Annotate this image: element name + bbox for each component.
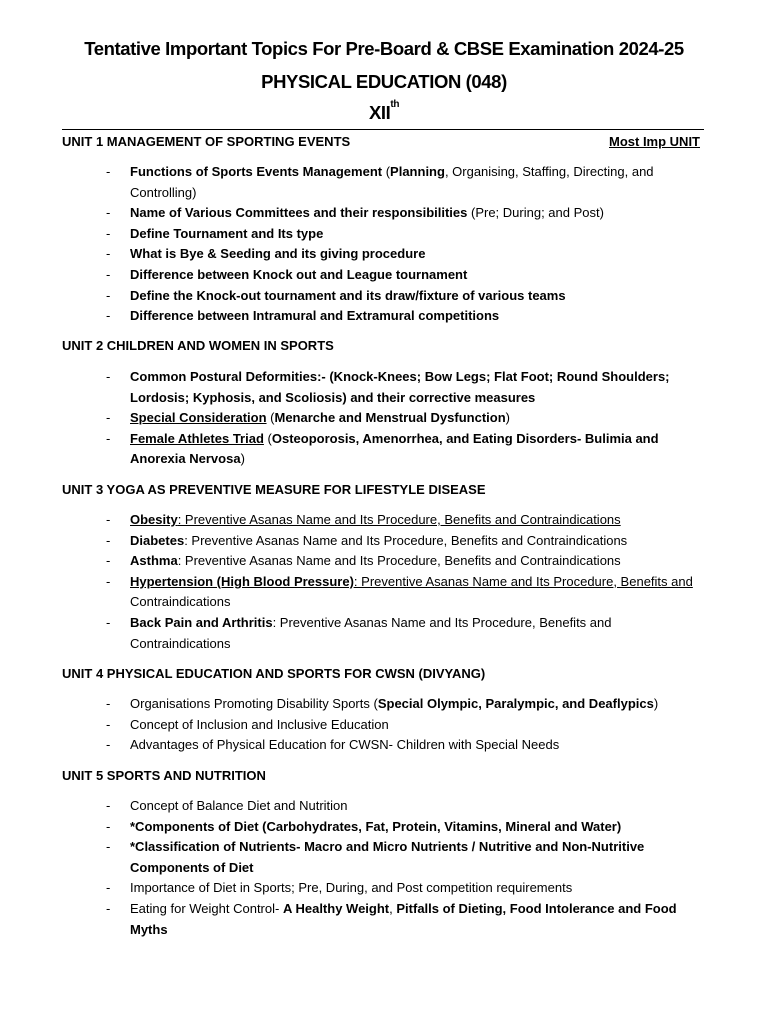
list-item: - Asthma: Preventive Asanas Name and Its Procedure, Benefits and Contraindications [106, 551, 696, 572]
list-item: - Name of Various Committees and their responsibilities (Pre; During; and Post) [106, 203, 696, 224]
unit-heading-text: UNIT 3 YOGA AS PREVENTIVE MEASURE FOR LIFESTYLE DISEASE [62, 482, 486, 497]
class-superscript: th [390, 99, 400, 110]
class-base: XII [368, 102, 391, 123]
list-item: - Concept of Balance Diet and Nutrition [106, 796, 696, 817]
unit-2-list [106, 367, 696, 470]
list-item: - Advantages of Physical Education for CWSN- Children with Special Needs [106, 735, 696, 756]
class-label [0, 99, 768, 124]
list-item: - Eating for Weight Control- A Healthy Weight, Pitfalls of Dieting, Food Intolerance and Food Myths [106, 899, 696, 940]
unit-heading-text: UNIT 5 SPORTS AND NUTRITION [62, 768, 266, 783]
unit-1-list [106, 162, 696, 327]
unit-5-list [106, 796, 696, 940]
list-item: - Obesity: Preventive Asanas Name and Its Procedure, Benefits and Contraindications [106, 510, 696, 531]
list-item: - Define the Knock-out tournament and its draw/fixture of various teams [106, 286, 696, 307]
unit-heading-text: UNIT 1 MANAGEMENT OF SPORTING EVENTS [62, 134, 351, 149]
list-item: - Special Consideration (Menarche and Menstrual Dysfunction) [106, 408, 696, 429]
unit-4-list [106, 694, 696, 756]
list-item: - *Components of Diet (Carbohydrates, Fat, Protein, Vitamins, Mineral and Water) [106, 817, 696, 838]
unit-3-heading [62, 482, 702, 498]
subject-title: PHYSICAL EDUCATION (048) [261, 71, 507, 92]
header-divider [62, 129, 704, 130]
page-title: Tentative Important Topics For Pre-Board & CBSE Examination 2024-25 [84, 38, 684, 59]
list-item: - Common Postural Deformities:- (Knock-Knees; Bow Legs; Flat Foot; Round Shoulders; Lordosis; Kyphosis, and Scoliosis) and their corrective measures [106, 367, 696, 408]
list-item: - *Classification of Nutrients- Macro and Micro Nutrients / Nutritive and Non-Nutritive Components of Diet [106, 837, 696, 878]
list-item: - Define Tournament and Its type [106, 224, 696, 245]
most-imp-unit-tag: Most Imp UNIT [609, 134, 700, 149]
unit-1-heading [62, 134, 702, 150]
list-item: - What is Bye & Seeding and its giving procedure [106, 244, 696, 265]
unit-heading-text: UNIT 2 CHILDREN AND WOMEN IN SPORTS [62, 338, 334, 353]
list-item: - Diabetes: Preventive Asanas Name and Its Procedure, Benefits and Contraindications [106, 531, 696, 552]
list-item: - Female Athletes Triad (Osteoporosis, Amenorrhea, and Eating Disorders- Bulimia and Anorexia Nervosa) [106, 429, 696, 470]
list-item: - Organisations Promoting Disability Sports (Special Olympic, Paralympic, and Deaflypics) [106, 694, 696, 715]
list-item: - Concept of Inclusion and Inclusive Education [106, 715, 696, 736]
unit-2-heading [62, 338, 702, 354]
unit-5-heading [62, 768, 702, 784]
list-item: - Importance of Diet in Sports; Pre, During, and Post competition requirements [106, 878, 696, 899]
unit-3-list [106, 510, 696, 654]
list-item: - Difference between Intramural and Extramural competitions [106, 306, 696, 327]
unit-heading-text: UNIT 4 PHYSICAL EDUCATION AND SPORTS FOR CWSN (DIVYANG) [62, 666, 486, 681]
list-item: - Difference between Knock out and League tournament [106, 265, 696, 286]
list-item: - Functions of Sports Events Management (Planning, Organising, Staffing, Directing, and Controlling) [106, 162, 696, 203]
list-item: - Hypertension (High Blood Pressure): Preventive Asanas Name and Its Procedure, Benefits and Contraindications [106, 572, 696, 613]
list-item: - Back Pain and Arthritis: Preventive Asanas Name and Its Procedure, Benefits and Contraindications [106, 613, 696, 654]
unit-4-heading [62, 666, 702, 682]
